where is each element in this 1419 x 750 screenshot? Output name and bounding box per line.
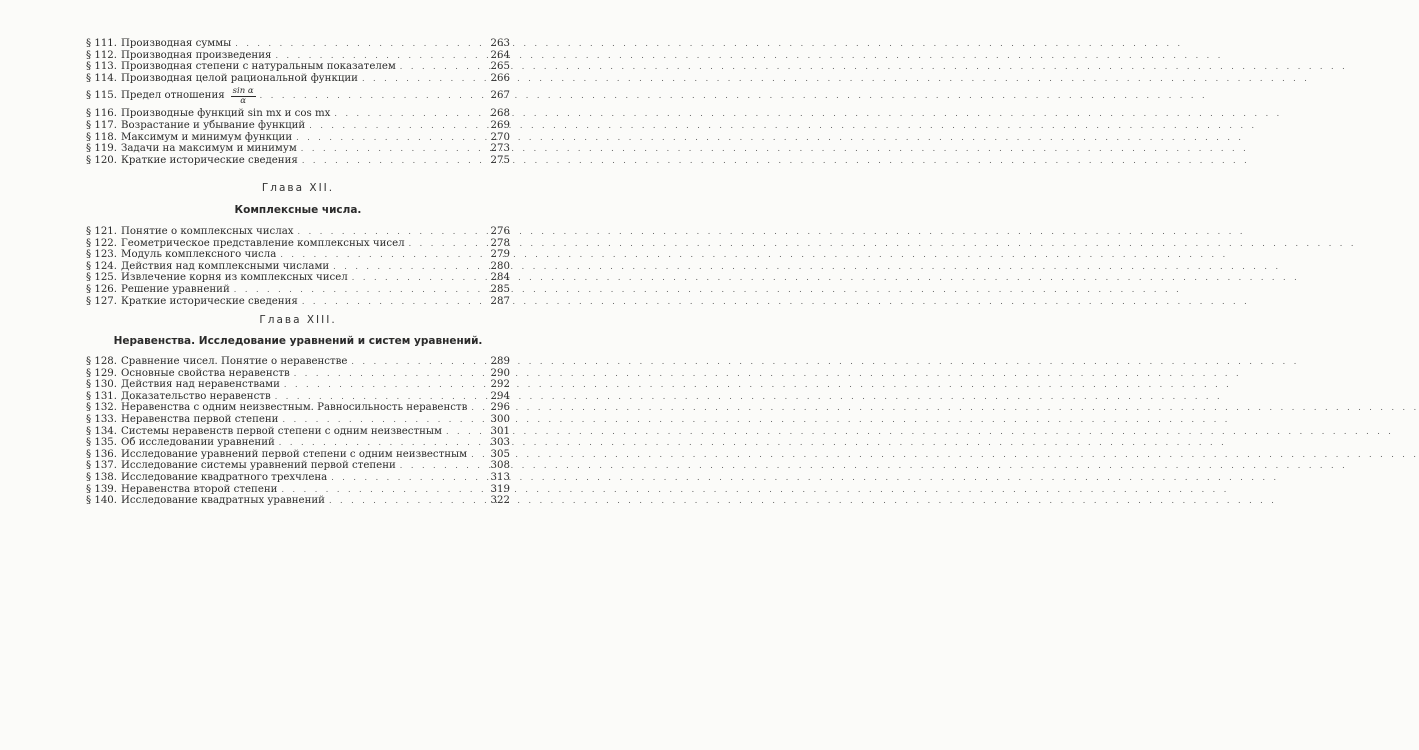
page-number: 303 [490,437,510,449]
section-title: Производная целой рациональной функции [121,72,358,84]
dot-leader [333,261,478,273]
fraction-formula [231,87,256,106]
dot-leader [282,414,478,426]
toc-entry [86,402,510,414]
section-number: § 129. [86,367,118,379]
section-number: § 133. [86,413,118,425]
dot-leader [446,426,478,438]
page-number: 279 [490,249,510,261]
toc-entry [86,495,510,507]
page-number: 264 [490,49,510,61]
page-number: 308 [490,460,510,472]
section-title: Неравенства второй степени [121,483,278,495]
chapter-13-heading: Глава XIII. [259,314,337,326]
page-number: 322 [490,495,510,507]
toc-entry [86,449,510,461]
toc-entry [86,484,510,496]
section-number: § 125. [86,272,118,284]
page-number: 266 [490,72,510,84]
page-number: 289 [490,356,510,367]
page-number: 276 [490,226,510,237]
page-number: 294 [490,390,510,402]
section-number: § 121. [86,226,118,237]
section-number: § 139. [86,483,118,495]
dot-leader [294,368,478,380]
toc-list-chapter-13 [86,356,510,507]
toc-entry [86,61,510,73]
chapter-13-title: Неравенства. Исследование уравнений и систем уравнений. [113,335,483,347]
dot-leader [351,356,478,368]
section-number: § 127. [86,295,118,307]
section-number: § 119. [86,143,118,155]
section-title: Краткие исторические сведения [121,154,298,166]
section-number: § 131. [86,390,118,402]
section-number: § 123. [86,249,118,261]
dot-leader [260,84,478,108]
section-number: § 114. [86,72,118,84]
toc-entry [86,284,510,296]
section-number: § 112. [86,49,118,61]
section-title: Извлечение корня из комплексных чисел [121,272,348,284]
dot-leader [471,402,478,414]
dot-leader [279,437,478,449]
dot-leader [302,155,478,167]
toc-entry [86,356,510,368]
page-number: 263 [490,38,510,49]
section-title: Максимум и минимум функции [121,131,293,143]
toc-entry [86,460,510,472]
section-number: § 117. [86,119,118,131]
toc-entry [86,391,510,403]
section-title: Доказательство неравенств [121,390,271,402]
page-number: 273 [490,143,510,155]
toc-entry [86,143,510,155]
dot-leader [284,379,478,391]
section-title: Действия над комплексными числами [121,260,330,272]
dot-leader [362,73,478,85]
dot-leader [298,226,478,238]
section-title: Системы неравенств первой степени с одним неизвестным [121,425,442,437]
section-number: § 122. [86,237,118,249]
toc-entry [86,296,510,308]
dot-leader [309,120,478,132]
page-number: 290 [490,367,510,379]
section-number: § 138. [86,471,118,483]
toc-entry [86,108,510,120]
page-number: 287 [490,295,510,307]
toc-entry [86,368,510,380]
toc-entry [86,132,510,144]
dot-leader [275,50,478,62]
page-number: 270 [490,131,510,143]
section-title: Понятие о комплексных числах [121,226,294,237]
section-title: Неравенства с одним неизвестным. Равносильность неравенств [121,402,468,414]
toc-entry [86,472,510,484]
section-title: Неравенства первой степени [121,413,279,425]
section-title: Действия над неравенствами [121,379,280,391]
page-number: 284 [490,272,510,284]
section-number: § 136. [86,448,118,460]
section-title: Исследование квадратных уравнений [121,495,325,507]
toc-list-chapter-12 [86,226,510,307]
section-number: § 135. [86,437,118,449]
dot-leader [234,284,478,296]
chapter-12-title: Комплексные числа. [234,204,362,216]
toc-entry [86,249,510,261]
section-number: § 126. [86,283,118,295]
toc-entry [86,379,510,391]
page-number: 280 [490,260,510,272]
page-number: 269 [490,119,510,131]
section-number: § 124. [86,260,118,272]
page-number: 301 [490,425,510,437]
dot-leader [471,449,478,461]
section-title: Производная произведения [121,49,272,61]
section-number: § 120. [86,154,118,166]
section-title: Исследование системы уравнений первой степени [121,460,396,472]
page-number: 300 [490,413,510,425]
fraction-denominator: α [240,95,247,106]
dot-leader [334,108,478,120]
section-number: § 118. [86,131,118,143]
section-title: Основные свойства неравенств [121,367,290,379]
page-number: 313 [490,471,510,483]
section-number: § 140. [86,495,118,507]
dot-leader [281,484,478,496]
toc-page [0,0,600,750]
toc-entry [86,272,510,284]
dot-leader [235,38,478,50]
section-number: § 132. [86,402,118,414]
toc-entry [86,414,510,426]
toc-entry [86,73,510,85]
section-number: § 115. [86,90,118,102]
section-number: § 134. [86,425,118,437]
page-number: 278 [490,237,510,249]
page-number: 275 [490,154,510,166]
section-title: Предел отношения [121,90,225,102]
section-number: § 111. [86,38,118,49]
toc-entry [86,226,510,238]
section-number: § 137. [86,460,118,472]
section-number: § 128. [86,356,118,367]
section-title: Модуль комплексного числа [121,249,277,261]
page-number: 268 [490,108,510,120]
page-number: 265 [490,61,510,73]
dot-leader [280,249,478,261]
section-title: Задачи на максимум и минимум [121,143,297,155]
dot-leader [302,296,478,308]
section-title: Решение уравнений [121,283,230,295]
toc-entry [86,155,510,167]
dot-leader [275,391,478,403]
page-number: 296 [490,402,510,414]
page-number: 292 [490,379,510,391]
dot-leader [352,272,478,284]
page-number: 305 [490,448,510,460]
toc-entry [86,261,510,273]
toc-entry [86,84,510,108]
chapter-12-heading: Глава XII. [261,182,335,194]
page-number: 267 [490,90,510,102]
dot-leader [331,472,478,484]
section-number: § 130. [86,379,118,391]
section-number: § 113. [86,61,118,73]
page-number: 285 [490,283,510,295]
section-title: Возрастание и убывание функций [121,119,306,131]
toc-entry [86,50,510,62]
page-number: 319 [490,483,510,495]
toc-entry [86,437,510,449]
section-title: Краткие исторические сведения [121,295,298,307]
section-title: Исследование уравнений первой степени с одним неизвестным [121,448,468,460]
toc-list-chapter-11 [86,38,510,166]
section-title: Исследование квадратного трехчлена [121,471,328,483]
dot-leader [296,132,478,144]
section-title: Геометрическое представление комплексных чисел [121,237,405,249]
section-title: Сравнение чисел. Понятие о неравенстве [121,356,348,367]
section-title: Об исследовании уравнений [121,437,275,449]
fraction-numerator: sin α [232,85,254,96]
dot-leader [409,238,478,250]
section-number: § 116. [86,108,118,120]
dot-leader [400,61,478,73]
toc-entry [86,238,510,250]
section-title: Производная суммы [121,38,232,49]
toc-entry [86,38,510,50]
dot-leader [301,143,478,155]
dot-leader [329,495,478,507]
section-title: Производная степени с натуральным показателем [121,61,396,73]
toc-entry [86,120,510,132]
section-title: Производные функций sin mx и cos mx [121,108,331,120]
dot-leader [400,460,478,472]
toc-entry [86,426,510,438]
